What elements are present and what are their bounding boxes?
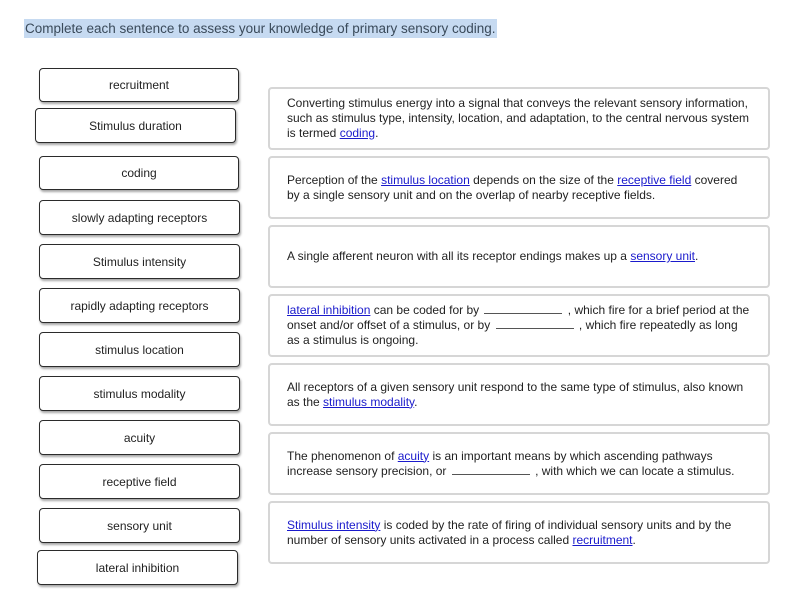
sentence-text: covered by a single sensory unit and on the overlap of nearby receptive fields.	[287, 172, 738, 202]
sentence-box-sensory-unit	[268, 225, 770, 288]
sentence-text: Perception of the	[287, 172, 382, 187]
filled-answer[interactable]: lateral inhibition	[287, 303, 371, 317]
filled-answer[interactable]: sensory unit	[630, 249, 696, 263]
chip-coding[interactable]: coding	[39, 156, 239, 190]
sentence-text: can be coded for by	[370, 303, 483, 317]
filled-answer[interactable]: receptive field	[617, 172, 692, 187]
sentence-text: A single afferent neuron with all its receptor endings makes up a	[287, 249, 631, 263]
sentence-box-modality	[268, 363, 770, 426]
chip-lateral-inhibition[interactable]: lateral inhibition	[37, 550, 238, 585]
sentence-text: is an important means by which ascending pathways increase sensory precision, or	[287, 448, 713, 478]
chip-stimulus-location[interactable]: stimulus location	[39, 332, 240, 367]
chip-stimulus-duration[interactable]: Stimulus duration	[35, 108, 236, 143]
chip-receptive-field[interactable]: receptive field	[39, 464, 240, 499]
filled-answer[interactable]: stimulus modality	[323, 394, 415, 409]
sentence-text: All receptors of a given sensory unit respond to the same type of stimulus, also known as the	[287, 379, 744, 409]
sentence-box-intensity	[268, 501, 770, 564]
sentence-text: Converting stimulus energy into a signal that conveys the relevant sensory information, such as stimulus type, intensity, location, and adaptation, to the central nervous system is termed	[287, 96, 750, 140]
chip-rapidly-adapting-receptors[interactable]: rapidly adapting receptors	[39, 288, 240, 323]
sentence-text: .	[632, 532, 636, 547]
sentence-box-adaptation	[268, 294, 770, 357]
chip-recruitment[interactable]: recruitment	[39, 68, 239, 102]
chip-sensory-unit[interactable]: sensory unit	[39, 508, 240, 543]
sentence-text: , with which we can locate a stimulus.	[531, 463, 735, 478]
instruction-header: Complete each sentence to assess your knowledge of primary sensory coding.	[25, 21, 496, 36]
chip-slowly-adapting-receptors[interactable]: slowly adapting receptors	[39, 200, 240, 235]
chip-acuity[interactable]: acuity	[39, 420, 240, 455]
empty-blank[interactable]	[484, 303, 562, 314]
sentence-text: depends on the size of the	[469, 172, 618, 187]
chip-stimulus-intensity[interactable]: Stimulus intensity	[39, 244, 240, 279]
chip-stimulus-modality[interactable]: stimulus modality	[39, 376, 240, 411]
sentence-box-acuity	[268, 432, 770, 495]
sentence-text: , which fire repeatedly as long as a stimulus is ongoing.	[287, 318, 738, 347]
sentence-text: .	[375, 126, 379, 140]
sentence-box-coding	[268, 87, 770, 150]
filled-answer[interactable]: coding	[339, 126, 376, 140]
filled-answer[interactable]: stimulus location	[381, 172, 470, 187]
empty-blank[interactable]	[496, 318, 574, 329]
sentence-text: .	[695, 249, 699, 263]
sentence-box-location	[268, 156, 770, 219]
sentence-text: The phenomenon of	[287, 448, 398, 463]
sentence-text: , which fire for a brief period at the onset and/or offset of a stimulus, or by	[287, 303, 750, 332]
sentence-text: is coded by the rate of firing of individual sensory units and by the number of sensory units activated in a process called	[287, 517, 732, 547]
empty-blank[interactable]	[452, 464, 530, 475]
filled-answer[interactable]: acuity	[397, 448, 430, 463]
filled-answer[interactable]: Stimulus intensity	[287, 517, 381, 532]
sentence-text: .	[414, 394, 418, 409]
filled-answer[interactable]: recruitment	[572, 532, 633, 547]
